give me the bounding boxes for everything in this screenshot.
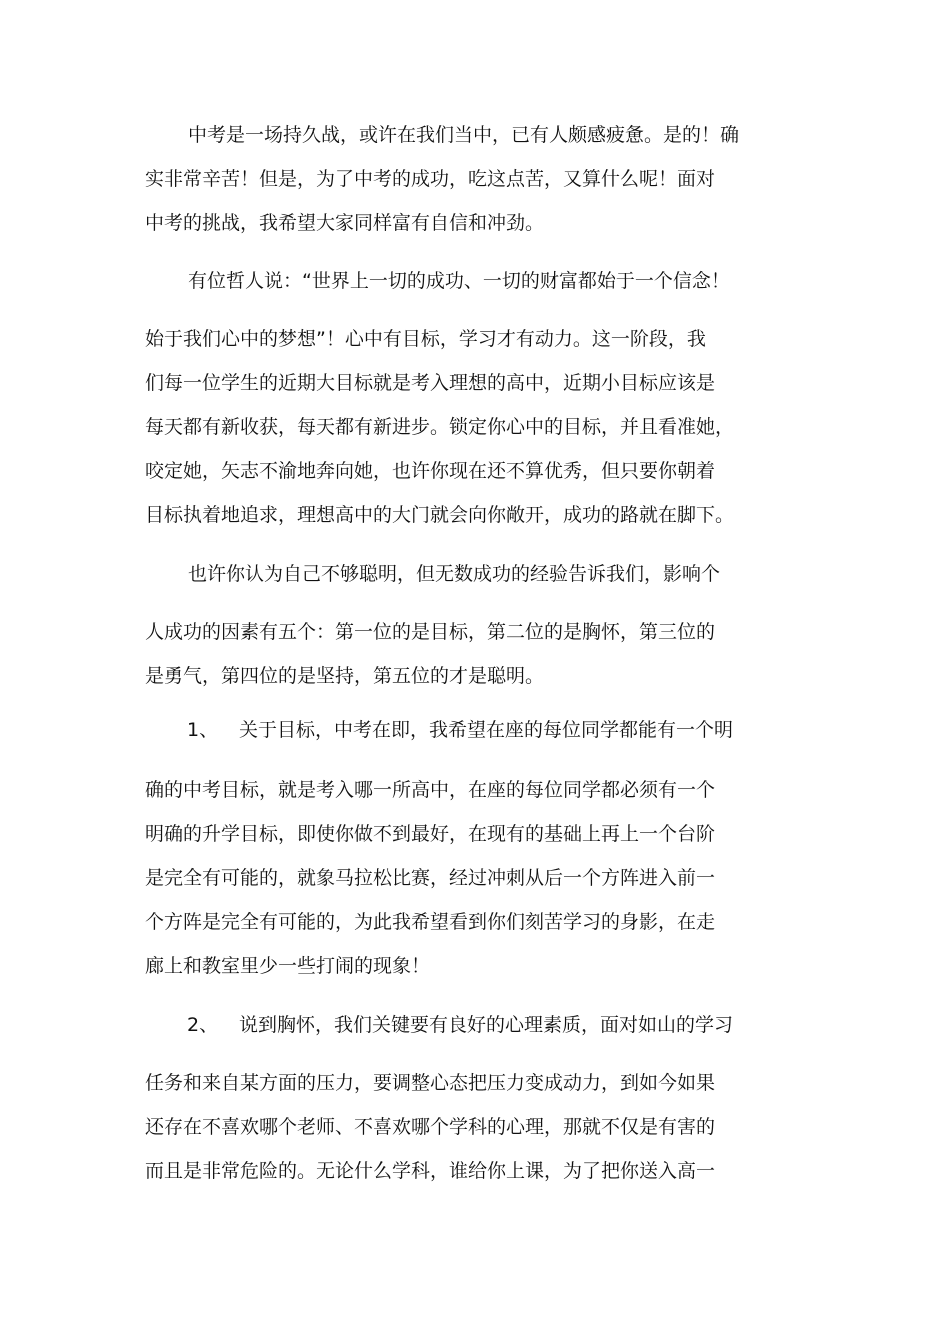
paragraph-1-line-1: 中考是一场持久战，或许在我们当中，已有人颇感疲惫。是的！确 <box>188 124 740 146</box>
paragraph-1-line-3: 中考的挑战，我希望大家同样富有自信和冲劲。 <box>145 212 545 234</box>
paragraph-2-line-2: 始于我们心中的梦想”！心中有目标，学习才有动力。这一阶段，我 <box>145 328 706 350</box>
paragraph-2-line-1: 有位哲人说：“世界上一切的成功、一切的财富都始于一个信念！ <box>188 270 730 292</box>
list-item-1-line-3: 明确的升学目标，即使你做不到最好，在现有的基础上再上一个台阶 <box>145 823 716 845</box>
list-item-1-line-6: 廊上和教室里少一些打闹的现象！ <box>145 955 431 977</box>
paragraph-1-line-2: 实非常辛苦！但是，为了中考的成功，吃这点苦，又算什么呢！面对 <box>145 168 716 190</box>
list-item-1-line-4: 是完全有可能的，就象马拉松比赛，经过冲刺从后一个方阵进入前一 <box>145 867 716 889</box>
list-item-2-line-3: 还存在不喜欢哪个老师、不喜欢哪个学科的心理，那就不仅是有害的 <box>145 1116 716 1138</box>
list-item-1-text: 关于目标，中考在即，我希望在座的每位同学都能有一个明 <box>239 719 734 741</box>
paragraph-3-line-2: 人成功的因素有五个：第一位的是目标，第二位的是胸怀，第三位的 <box>145 621 716 643</box>
paragraph-2-line-4: 每天都有新收获，每天都有新进步。锁定你心中的目标，并且看准她， <box>145 416 735 438</box>
paragraph-2-line-6: 目标执着地追求，理想高中的大门就会向你敞开，成功的路就在脚下。 <box>145 504 735 526</box>
paragraph-3-line-3: 是勇气，第四位的是坚持，第五位的才是聪明。 <box>145 665 545 687</box>
list-item-2-line-4: 而且是非常危险的。无论什么学科，谁给你上课，为了把你送入高一 <box>145 1160 716 1182</box>
list-item-2-line-1 <box>187 1012 857 1038</box>
list-item-2-text: 说到胸怀，我们关键要有良好的心理素质，面对如山的学习 <box>239 1014 734 1036</box>
paragraph-2-line-3: 们每一位学生的近期大目标就是考入理想的高中，近期小目标应该是 <box>145 372 716 394</box>
list-item-2-line-2: 任务和来自某方面的压力，要调整心态把压力变成动力，到如今如果 <box>145 1072 716 1094</box>
list-item-1-line-1 <box>187 717 857 743</box>
list-item-1-line-5: 个方阵是完全有可能的，为此我希望看到你们刻苦学习的身影，在走 <box>145 911 716 933</box>
list-item-2-number: 2、 <box>187 1014 219 1036</box>
list-item-1-line-2: 确的中考目标，就是考入哪一所高中，在座的每位同学都必须有一个 <box>145 779 716 801</box>
list-item-1-number: 1、 <box>187 719 219 741</box>
paragraph-3-line-1: 也许你认为自己不够聪明，但无数成功的经验告诉我们，影响个 <box>188 563 721 585</box>
paragraph-2-line-5: 咬定她，矢志不渝地奔向她，也许你现在还不算优秀，但只要你朝着 <box>145 460 716 482</box>
